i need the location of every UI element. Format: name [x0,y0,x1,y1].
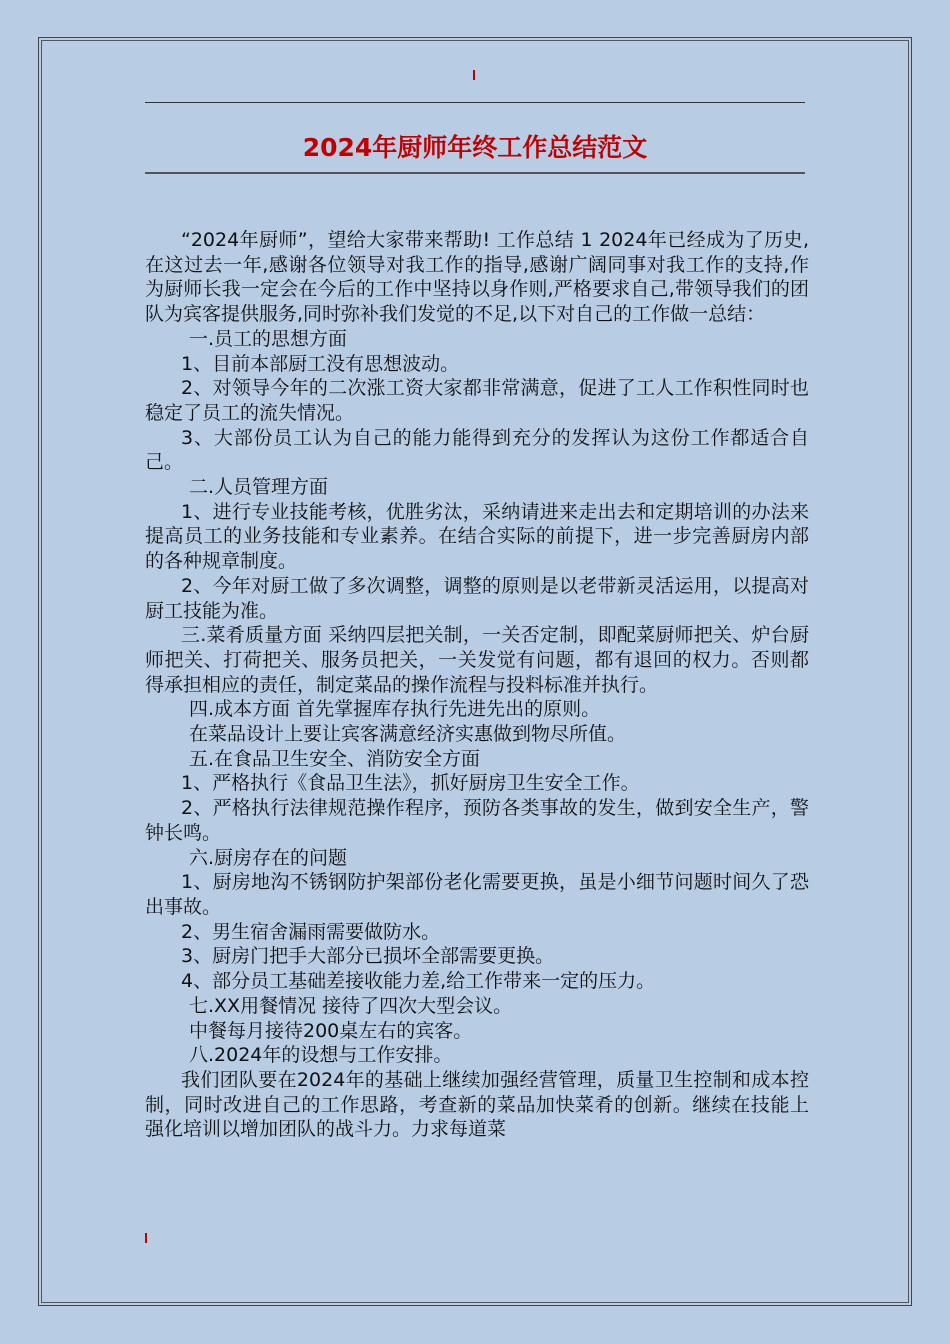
list-item: 2、对领导今年的二次涨工资大家都非常满意，促进了工人工作积性同时也稳定了员工的流失情况。 [145,377,809,424]
list-item: 1、目前本部厨工没有思想波动。 [181,352,460,375]
list-item: 4、部分员工基础差接收能力差,给工作带来一定的压力。 [181,970,656,993]
list-item: 2、男生宿舍漏雨需要做防水。 [181,920,441,943]
document-body [145,228,809,1142]
list-item: 1、厨房地沟不锈钢防护架部份老化需要更换，虽是小细节问题时间久了恐出事故。 [145,871,809,918]
document-title: 2024年厨师年终工作总结范文 [302,133,648,162]
section-paragraph: 我们团队要在2024年的基础上继续加强经营管理，质量卫生控制和成本控制，同时改进自己的工作思路，考查新的菜品加快菜肴的创新。继续在技能上强化培训以增加团队的战斗力。力求每道菜 [145,1068,809,1141]
title-rule [145,172,805,174]
section-line: 中餐每月接待200桌左右的宾客。 [189,1019,473,1042]
section-paragraph: 三.菜肴质量方面 采纳四层把关制，一关否定制，即配菜厨师把关、炉台厨师把关、打荷把关、服务员把关，一关发觉有问题，都有退回的权力。否则都得承担相应的责任，制定菜品的操作流程与投料标准并执行。 [145,624,809,696]
section-heading: 五.在食品卫生安全、消防安全方面 [189,747,481,770]
header-rule [145,102,805,103]
section-heading: 六.厨房存在的问题 [189,846,348,869]
paragraph-intro: “2024年厨师”，望给大家带来帮助! 工作总结 1 2024年已经成为了历史,在这过去一年,感谢各位领导对我工作的指导,感谢广阔同事对我工作的支持,作为厨师长我一定会在今后的工作中坚持以身作则,严格要求自己,带领导我们的团队为宾客提供服务,同时弥补我们发觉的不足,以下对自己的工作做一总结： [145,229,809,326]
section-heading: 四.成本方面 首先掌握库存执行先进先出的原则。 [189,698,601,721]
list-item: 1、进行专业技能考核，优胜劣汰，采纳请进来走出去和定期培训的办法来提高员工的业务技能和专业素养。在结合实际的前提下，进一步完善厨房内部的各种规章制度。 [145,500,809,573]
list-item: 2、严格执行法律规范操作程序，预防各类事故的发生，做到安全生产，警钟长鸣。 [145,797,809,844]
section-line: 在菜品设计上要让宾客满意经济实惠做到物尽所值。 [189,723,627,746]
footer-mark [145,1233,147,1243]
header-mark [473,70,475,80]
list-item: 2、今年对厨工做了多次调整，调整的原则是以老带新灵活运用，以提高对厨工技能为准。 [145,574,809,622]
list-item: 1、严格执行《食品卫生法》，抓好厨房卫生安全工作。 [181,772,640,795]
list-item: 3、大部份员工认为自己的能力能得到充分的发挥认为这份工作都适合自己。 [145,426,809,474]
section-heading: 七.XX用餐情况 接待了四次大型会议。 [189,994,513,1017]
section-heading: 一.员工的思想方面 [189,327,348,350]
list-item: 3、厨房门把手大部分已损坏全部需要更换。 [181,945,555,968]
section-heading: 二.人员管理方面 [189,476,329,499]
section-heading: 八.2024年的设想与工作安排。 [189,1044,453,1067]
